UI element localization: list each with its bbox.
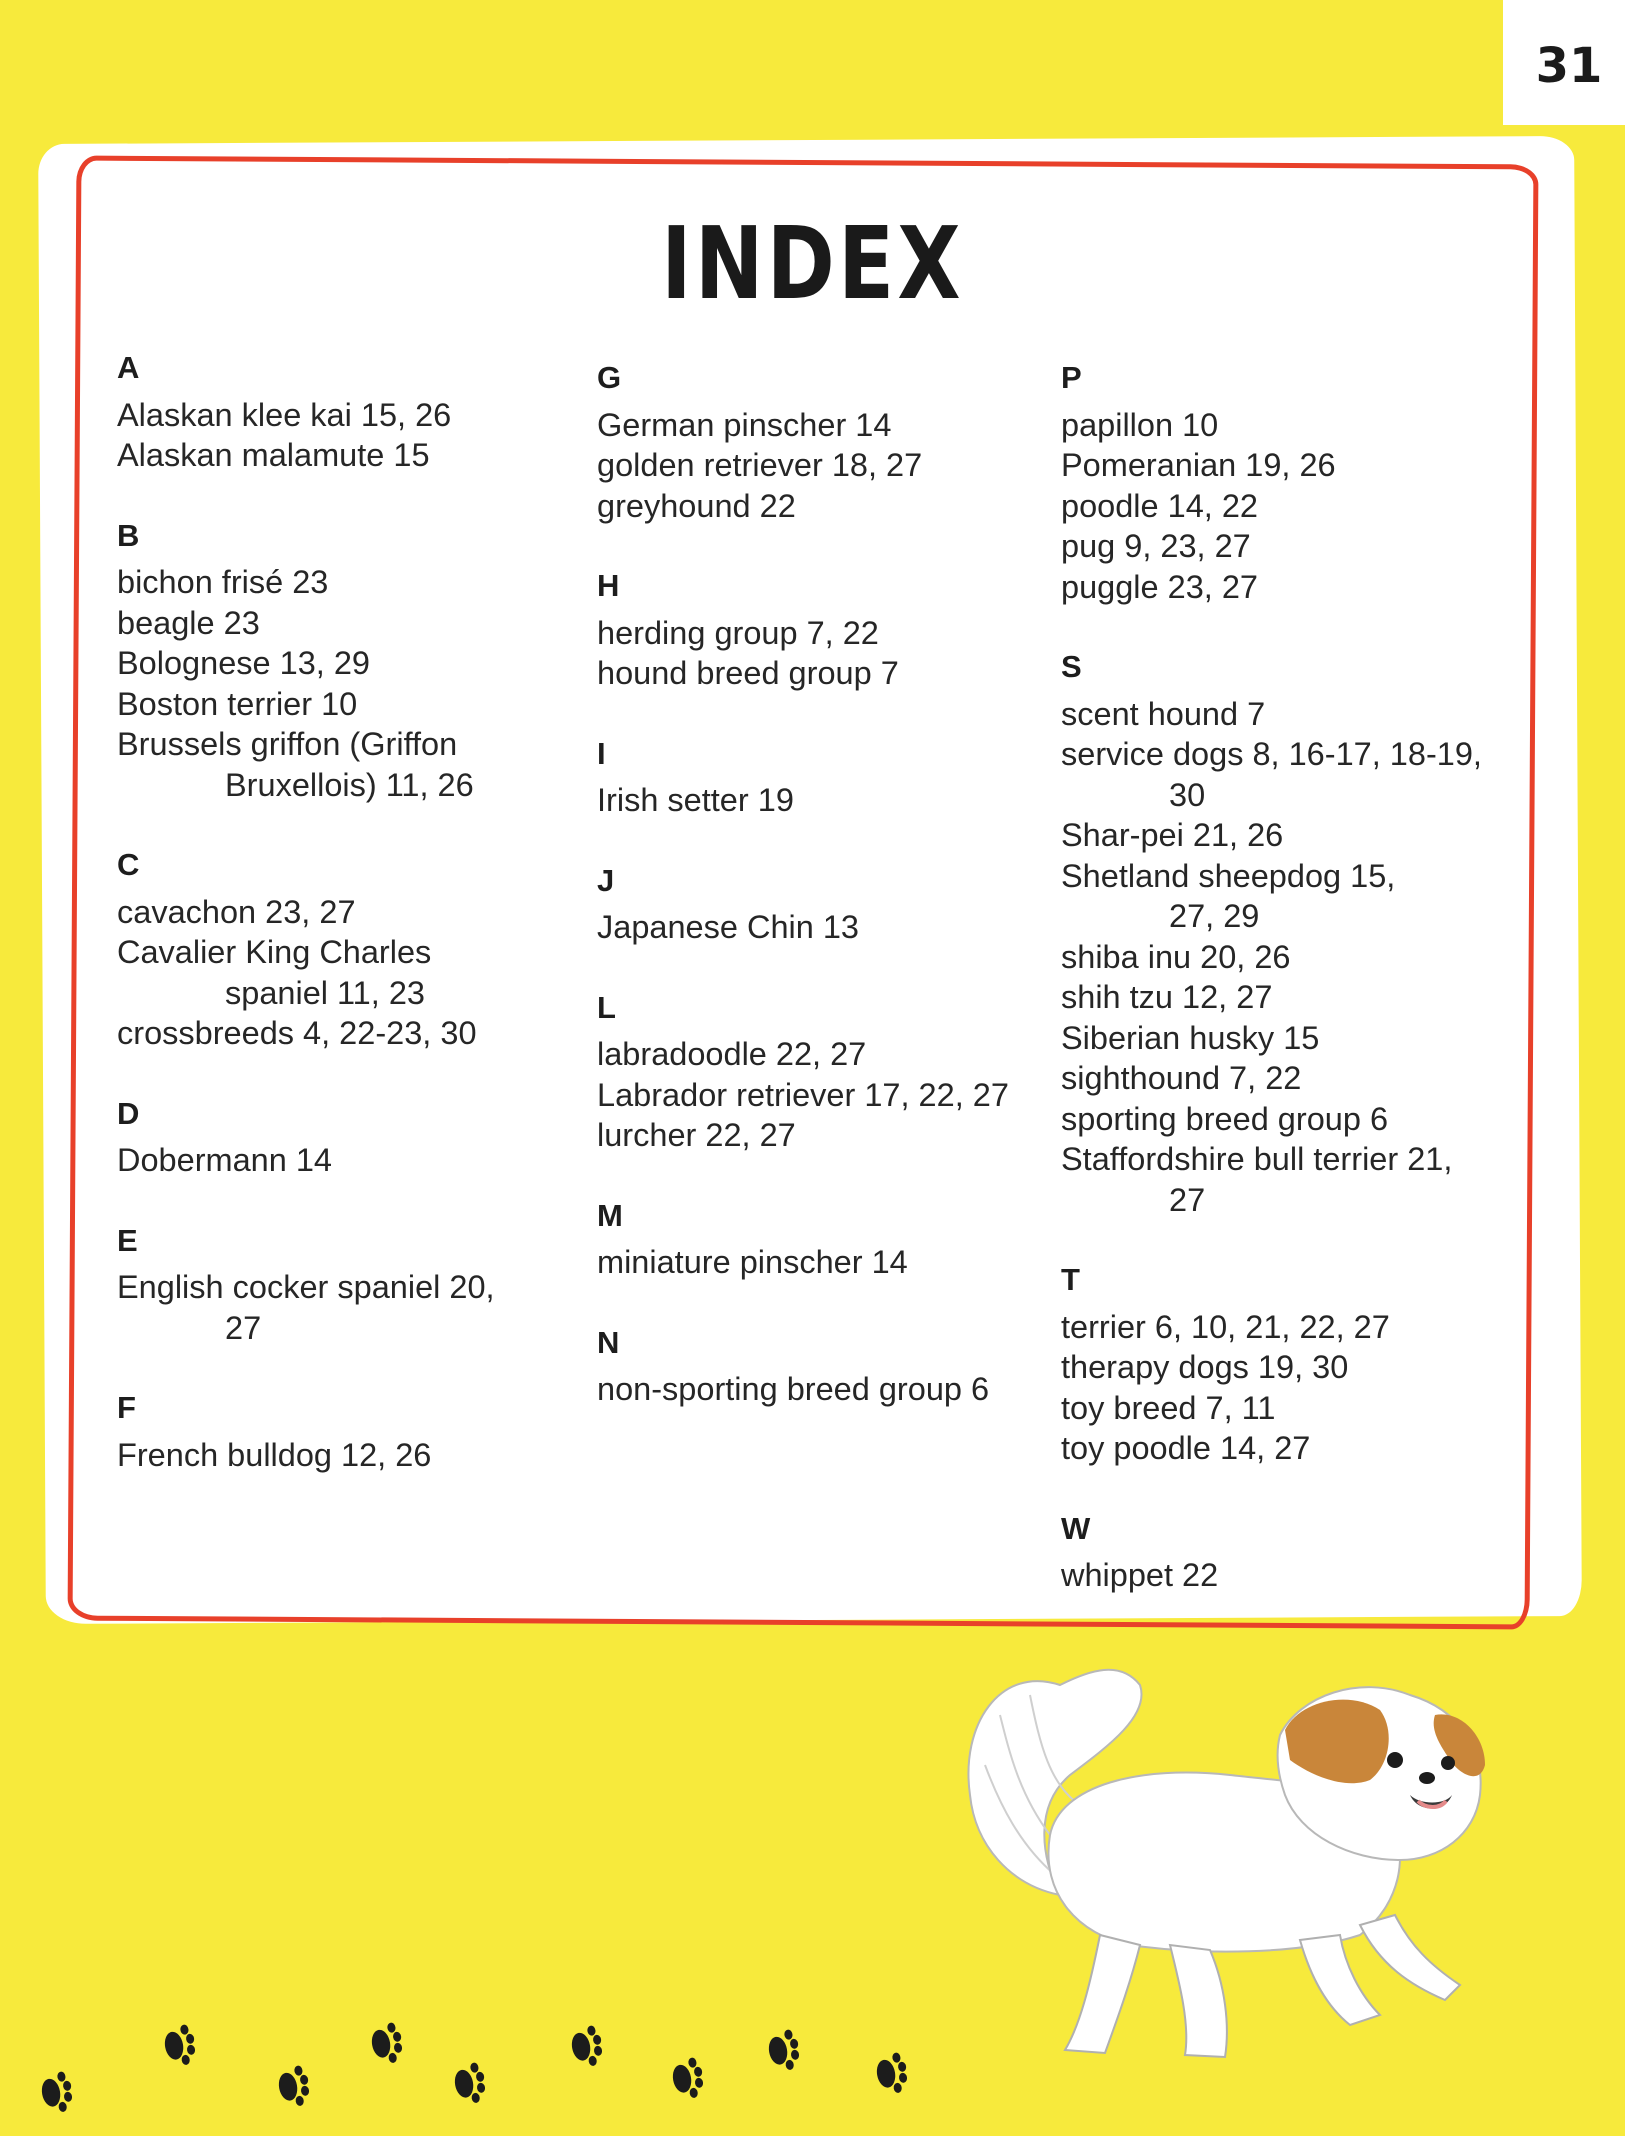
index-entry-text: whippet 22 bbox=[1061, 1557, 1219, 1593]
index-entry-text: miniature pinscher 14 bbox=[597, 1244, 908, 1280]
index-entry-continuation: 27 bbox=[1169, 1181, 1206, 1218]
index-entry bbox=[117, 643, 495, 684]
index-entry bbox=[1061, 1555, 1482, 1596]
index-entry bbox=[1061, 1307, 1482, 1348]
index-column-2 bbox=[597, 358, 1009, 1450]
paw-print-icon bbox=[452, 2061, 488, 2106]
index-entry-text: lurcher 22, 27 bbox=[597, 1117, 796, 1153]
japanese-chin-dog-illustration bbox=[940, 1655, 1540, 2075]
section-letter: G bbox=[597, 360, 622, 395]
section-letter: M bbox=[597, 1197, 623, 1233]
section-letter: I bbox=[597, 735, 606, 771]
index-entry bbox=[1061, 445, 1482, 486]
section-letter: E bbox=[117, 1222, 138, 1258]
index-entry-continuation: Bruxellois) 11, 26 bbox=[225, 766, 474, 803]
index-entry bbox=[1061, 1428, 1482, 1469]
index-section bbox=[597, 358, 1009, 526]
index-entry bbox=[597, 486, 1009, 527]
index-entry-text: Siberian husky 15 bbox=[1061, 1019, 1320, 1056]
paw-print-icon bbox=[670, 2056, 706, 2101]
index-entry-text: Boston terrier 10 bbox=[117, 685, 358, 722]
index-entry bbox=[597, 405, 1009, 446]
paw-print-icon bbox=[369, 2021, 405, 2066]
index-entry bbox=[117, 562, 495, 603]
paw-print-icon bbox=[569, 2024, 605, 2069]
index-entry-text: greyhound 22 bbox=[597, 487, 796, 524]
index-entry bbox=[117, 684, 495, 725]
index-entry-continuation: 27, 29 bbox=[1169, 898, 1260, 934]
section-letter: C bbox=[117, 847, 140, 882]
index-entry-text: herding group 7, 22 bbox=[597, 614, 879, 651]
index-entry bbox=[117, 1013, 495, 1054]
paw-print-icon bbox=[766, 2028, 802, 2073]
index-entry-text: hound breed group 7 bbox=[597, 655, 899, 691]
index-entry-continuation: 27 bbox=[225, 1309, 262, 1346]
section-letter: L bbox=[597, 989, 616, 1025]
index-entry-text: beagle 23 bbox=[117, 604, 260, 641]
index-entry bbox=[1061, 734, 1482, 815]
index-entry bbox=[1061, 567, 1482, 608]
section-letter: B bbox=[117, 517, 140, 553]
index-entry bbox=[117, 1435, 495, 1476]
index-entry-text: French bulldog 12, 26 bbox=[117, 1436, 432, 1473]
index-entry bbox=[117, 892, 495, 933]
page-number: 31 bbox=[1535, 37, 1603, 94]
index-entry-text: Bolognese 13, 29 bbox=[117, 645, 370, 681]
index-section bbox=[1061, 358, 1482, 607]
index-section bbox=[597, 861, 1009, 948]
index-section bbox=[117, 845, 495, 1054]
index-entry-text: Shetland sheepdog 15, bbox=[1061, 857, 1396, 894]
section-letter: H bbox=[597, 568, 620, 603]
index-entry bbox=[597, 1034, 1009, 1075]
index-entry bbox=[597, 445, 1009, 486]
section-letter: P bbox=[1061, 360, 1082, 395]
index-entry-text: English cocker spaniel 20, bbox=[117, 1269, 495, 1305]
index-entry bbox=[597, 907, 1009, 948]
index-column-3 bbox=[1061, 358, 1482, 1636]
index-entry-text: labradoodle 22, 27 bbox=[597, 1036, 867, 1072]
index-entry bbox=[117, 724, 495, 805]
paw-print-icon bbox=[162, 2023, 198, 2068]
index-entry bbox=[117, 1140, 495, 1181]
index-entry bbox=[597, 1242, 1009, 1283]
index-entry bbox=[1061, 405, 1482, 446]
section-letter: A bbox=[117, 350, 140, 385]
index-entry-text: Brussels griffon (Griffon bbox=[117, 726, 458, 762]
index-section bbox=[597, 734, 1009, 821]
index-entry-text: Staffordshire bull terrier 21, bbox=[1061, 1141, 1453, 1177]
index-entry-text: pug 9, 23, 27 bbox=[1061, 528, 1251, 564]
index-entry-text: toy poodle 14, 27 bbox=[1061, 1430, 1311, 1466]
index-entry bbox=[1061, 1139, 1482, 1220]
index-entry-text: puggle 23, 27 bbox=[1061, 568, 1258, 605]
index-section bbox=[597, 566, 1009, 694]
index-entry bbox=[1061, 1058, 1482, 1099]
index-entry-text: Japanese Chin 13 bbox=[597, 909, 859, 945]
index-entry-text: sporting breed group 6 bbox=[1061, 1100, 1389, 1137]
page-title: INDEX bbox=[661, 205, 964, 322]
section-letter: N bbox=[597, 1324, 620, 1360]
index-entry bbox=[1061, 815, 1482, 856]
index-entry-text: Irish setter 19 bbox=[597, 782, 794, 818]
index-section bbox=[597, 1323, 1009, 1410]
index-entry-text: Labrador retriever 17, 22, 27 bbox=[597, 1076, 1009, 1113]
paw-print-icon bbox=[39, 2070, 75, 2115]
index-entry-text: Cavalier King Charles bbox=[117, 934, 432, 970]
section-letter: J bbox=[597, 862, 615, 898]
index-section bbox=[1061, 647, 1482, 1220]
index-entry-text: Alaskan klee kai 15, 26 bbox=[117, 396, 452, 433]
section-letter: S bbox=[1061, 649, 1082, 684]
index-entry-text: terrier 6, 10, 21, 22, 27 bbox=[1061, 1308, 1390, 1345]
index-entry bbox=[1061, 1099, 1482, 1140]
index-entry-text: shih tzu 12, 27 bbox=[1061, 979, 1273, 1015]
section-letter: F bbox=[117, 1390, 136, 1425]
index-section bbox=[597, 988, 1009, 1156]
section-letter: D bbox=[117, 1095, 140, 1131]
index-entry bbox=[1061, 937, 1482, 978]
index-entry bbox=[597, 613, 1009, 654]
index-entry-text: scent hound 7 bbox=[1061, 695, 1266, 732]
index-entry bbox=[1061, 1018, 1482, 1059]
index-section bbox=[117, 1221, 495, 1349]
index-column-1 bbox=[117, 348, 495, 1515]
index-entry-text: bichon frisé 23 bbox=[117, 564, 329, 600]
index-entry-text: non-sporting breed group 6 bbox=[597, 1371, 990, 1407]
index-entry bbox=[597, 1075, 1009, 1116]
section-letter: W bbox=[1061, 1510, 1091, 1546]
index-entry bbox=[117, 932, 495, 1013]
index-entry-text: Pomeranian 19, 26 bbox=[1061, 447, 1336, 483]
paw-print-icon bbox=[874, 2051, 910, 2096]
page-number-box bbox=[1503, 0, 1625, 125]
index-entry-continuation: 30 bbox=[1169, 776, 1206, 813]
index-entry bbox=[117, 1267, 495, 1348]
index-entry bbox=[117, 603, 495, 644]
index-entry-text: shiba inu 20, 26 bbox=[1061, 938, 1291, 975]
index-section bbox=[117, 348, 495, 476]
index-entry bbox=[1061, 977, 1482, 1018]
index-entry-text: Shar-pei 21, 26 bbox=[1061, 817, 1284, 853]
index-entry-text: papillon 10 bbox=[1061, 406, 1219, 443]
index-entry bbox=[1061, 1347, 1482, 1388]
index-entry-text: golden retriever 18, 27 bbox=[597, 447, 923, 483]
paw-print-icon bbox=[276, 2064, 312, 2109]
index-section bbox=[117, 1388, 495, 1475]
index-entry-text: toy breed 7, 11 bbox=[1061, 1389, 1276, 1426]
index-entry-text: cavachon 23, 27 bbox=[117, 893, 356, 930]
index-entry-text: German pinscher 14 bbox=[597, 406, 892, 443]
index-section bbox=[117, 516, 495, 806]
index-section bbox=[1061, 1509, 1482, 1596]
index-section bbox=[597, 1196, 1009, 1283]
index-entry bbox=[1061, 486, 1482, 527]
index-entry-text: sighthound 7, 22 bbox=[1061, 1060, 1302, 1096]
index-entry-text: therapy dogs 19, 30 bbox=[1061, 1349, 1349, 1385]
index-section bbox=[117, 1094, 495, 1181]
index-entry bbox=[597, 1115, 1009, 1156]
index-entry bbox=[597, 1369, 1009, 1410]
index-entry bbox=[1061, 694, 1482, 735]
index-entry bbox=[597, 780, 1009, 821]
section-letter: T bbox=[1061, 1262, 1080, 1297]
index-entry bbox=[117, 435, 495, 476]
index-entry bbox=[1061, 1388, 1482, 1429]
index-entry bbox=[597, 653, 1009, 694]
index-entry-text: Dobermann 14 bbox=[117, 1142, 332, 1178]
index-entry-text: poodle 14, 22 bbox=[1061, 487, 1258, 524]
index-entry-text: service dogs 8, 16-17, 18-19, bbox=[1061, 736, 1482, 772]
index-section bbox=[1061, 1260, 1482, 1469]
index-entry bbox=[1061, 856, 1482, 937]
index-entry bbox=[117, 395, 495, 436]
index-entry-text: crossbreeds 4, 22-23, 30 bbox=[117, 1015, 477, 1051]
index-entry bbox=[1061, 526, 1482, 567]
index-entry-continuation: spaniel 11, 23 bbox=[225, 974, 425, 1011]
index-entry-text: Alaskan malamute 15 bbox=[117, 437, 430, 473]
